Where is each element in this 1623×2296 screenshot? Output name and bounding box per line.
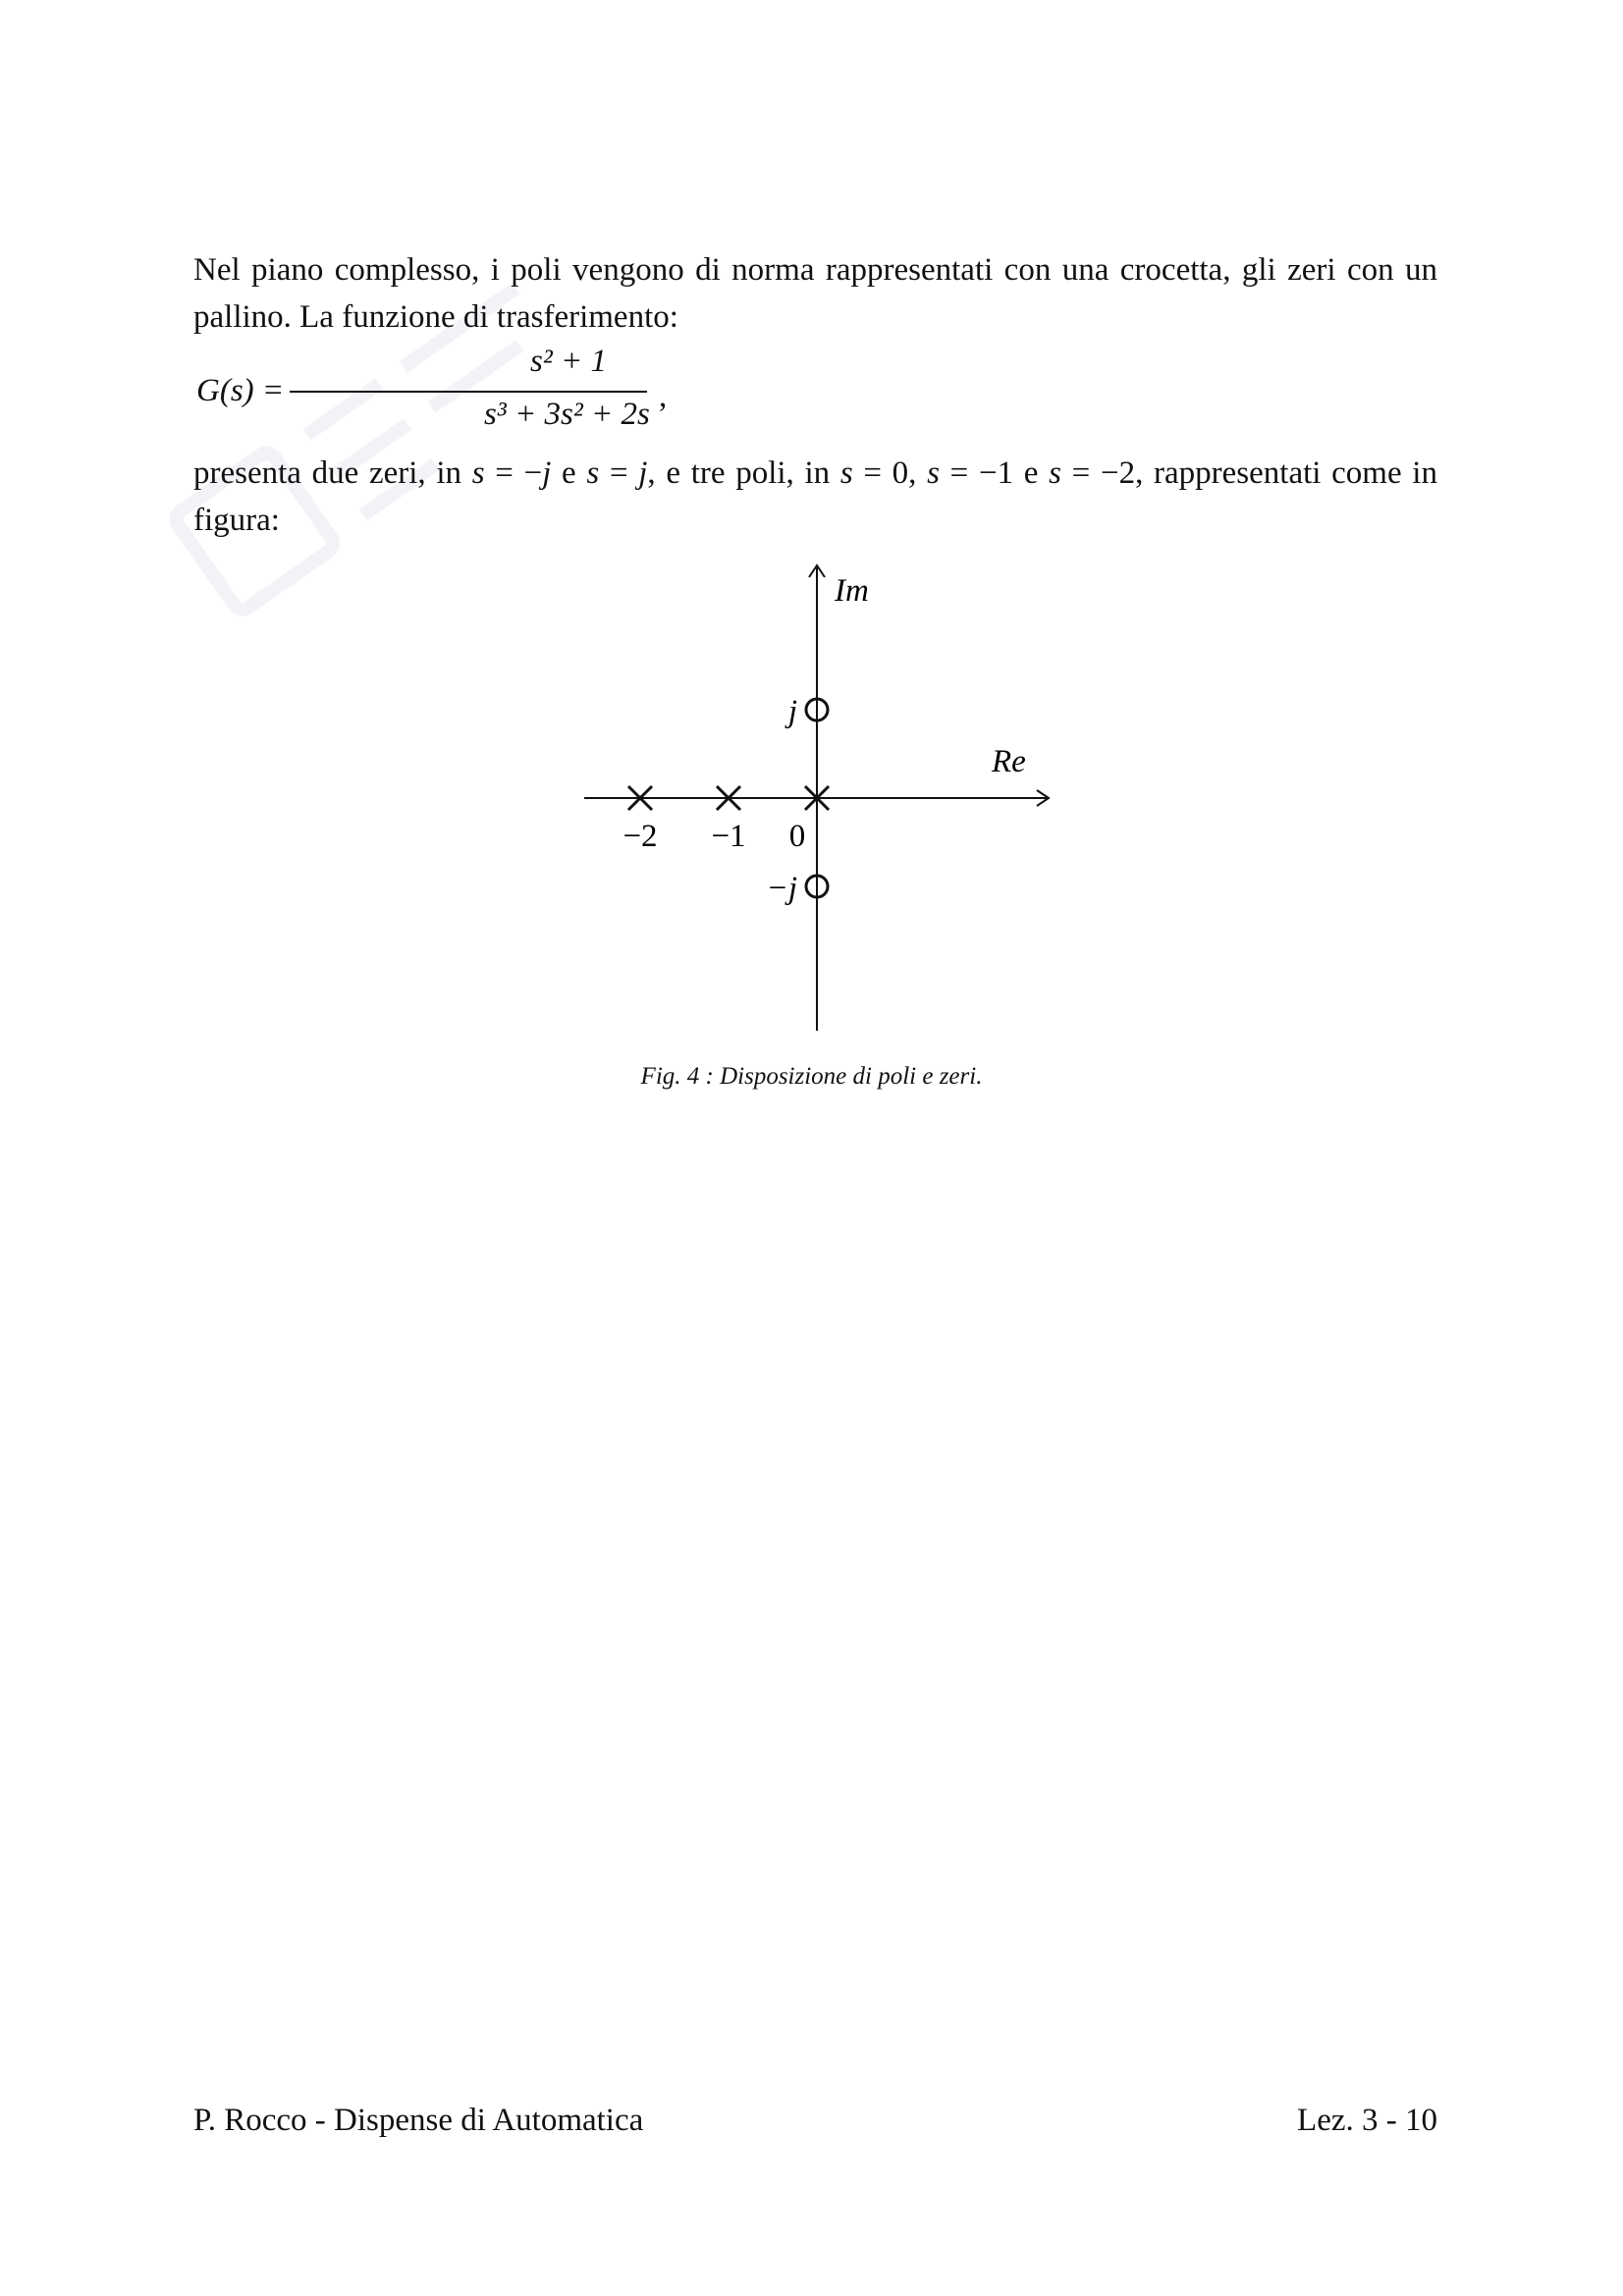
text-run: = 0, <box>852 455 928 491</box>
pole-label: 0 <box>788 819 806 854</box>
text-run: = −1 e <box>939 455 1050 491</box>
equation-comma: , <box>659 379 668 414</box>
pole-label: −1 <box>711 819 746 854</box>
text-run: presenta due zeri, in <box>193 455 472 491</box>
equation-denominator: s³ + 3s² + 2s <box>484 397 650 432</box>
zero-label: −j <box>766 871 797 906</box>
var-j: j <box>638 455 648 491</box>
pole-marker <box>628 786 652 810</box>
pole-zero-marks <box>622 694 829 906</box>
text-run: = − <box>484 455 543 491</box>
footer-author: P. Rocco - Dispense di Automatica <box>193 2103 644 2138</box>
real-axis-arrowhead <box>1037 790 1049 806</box>
poles-zeros-paragraph <box>193 450 1437 544</box>
text-run: , e tre poli, in <box>647 455 840 491</box>
pole-marker <box>717 786 740 810</box>
imag-axis-label: Im <box>835 573 869 609</box>
var-s: s <box>471 455 485 491</box>
zero-marker <box>806 876 828 897</box>
pole-marker <box>805 786 829 810</box>
pole-label: −2 <box>622 819 658 854</box>
equation-numerator: s² + 1 <box>530 344 608 379</box>
var-s: s <box>1049 455 1061 491</box>
zero-marker <box>806 699 828 721</box>
var-s: s <box>586 455 600 491</box>
var-j: j <box>542 455 552 491</box>
equation-lhs: G(s) = <box>196 373 285 408</box>
var-s: s <box>839 455 853 491</box>
zero-label: j <box>787 694 797 729</box>
transfer-function-equation <box>193 344 684 446</box>
figure-caption: Fig. 4 : Disposizione di poli e zeri. <box>640 1063 983 1090</box>
text-run: = −2, rappresentati come in figura: <box>193 455 1437 538</box>
footer-page-number: Lez. 3 - 10 <box>1297 2103 1437 2138</box>
text-run: = <box>599 455 639 491</box>
intro-paragraph: Nel piano complesso, i poli vengono di norma rappresentati con una crocetta, gli zeri con un pallino. La funzione di trasferimento: <box>193 252 1437 335</box>
var-s: s <box>927 455 940 491</box>
imag-axis-arrowhead <box>809 565 825 577</box>
text-run: e <box>551 455 587 491</box>
fraction-bar <box>290 391 647 393</box>
real-axis-label: Re <box>992 744 1026 779</box>
